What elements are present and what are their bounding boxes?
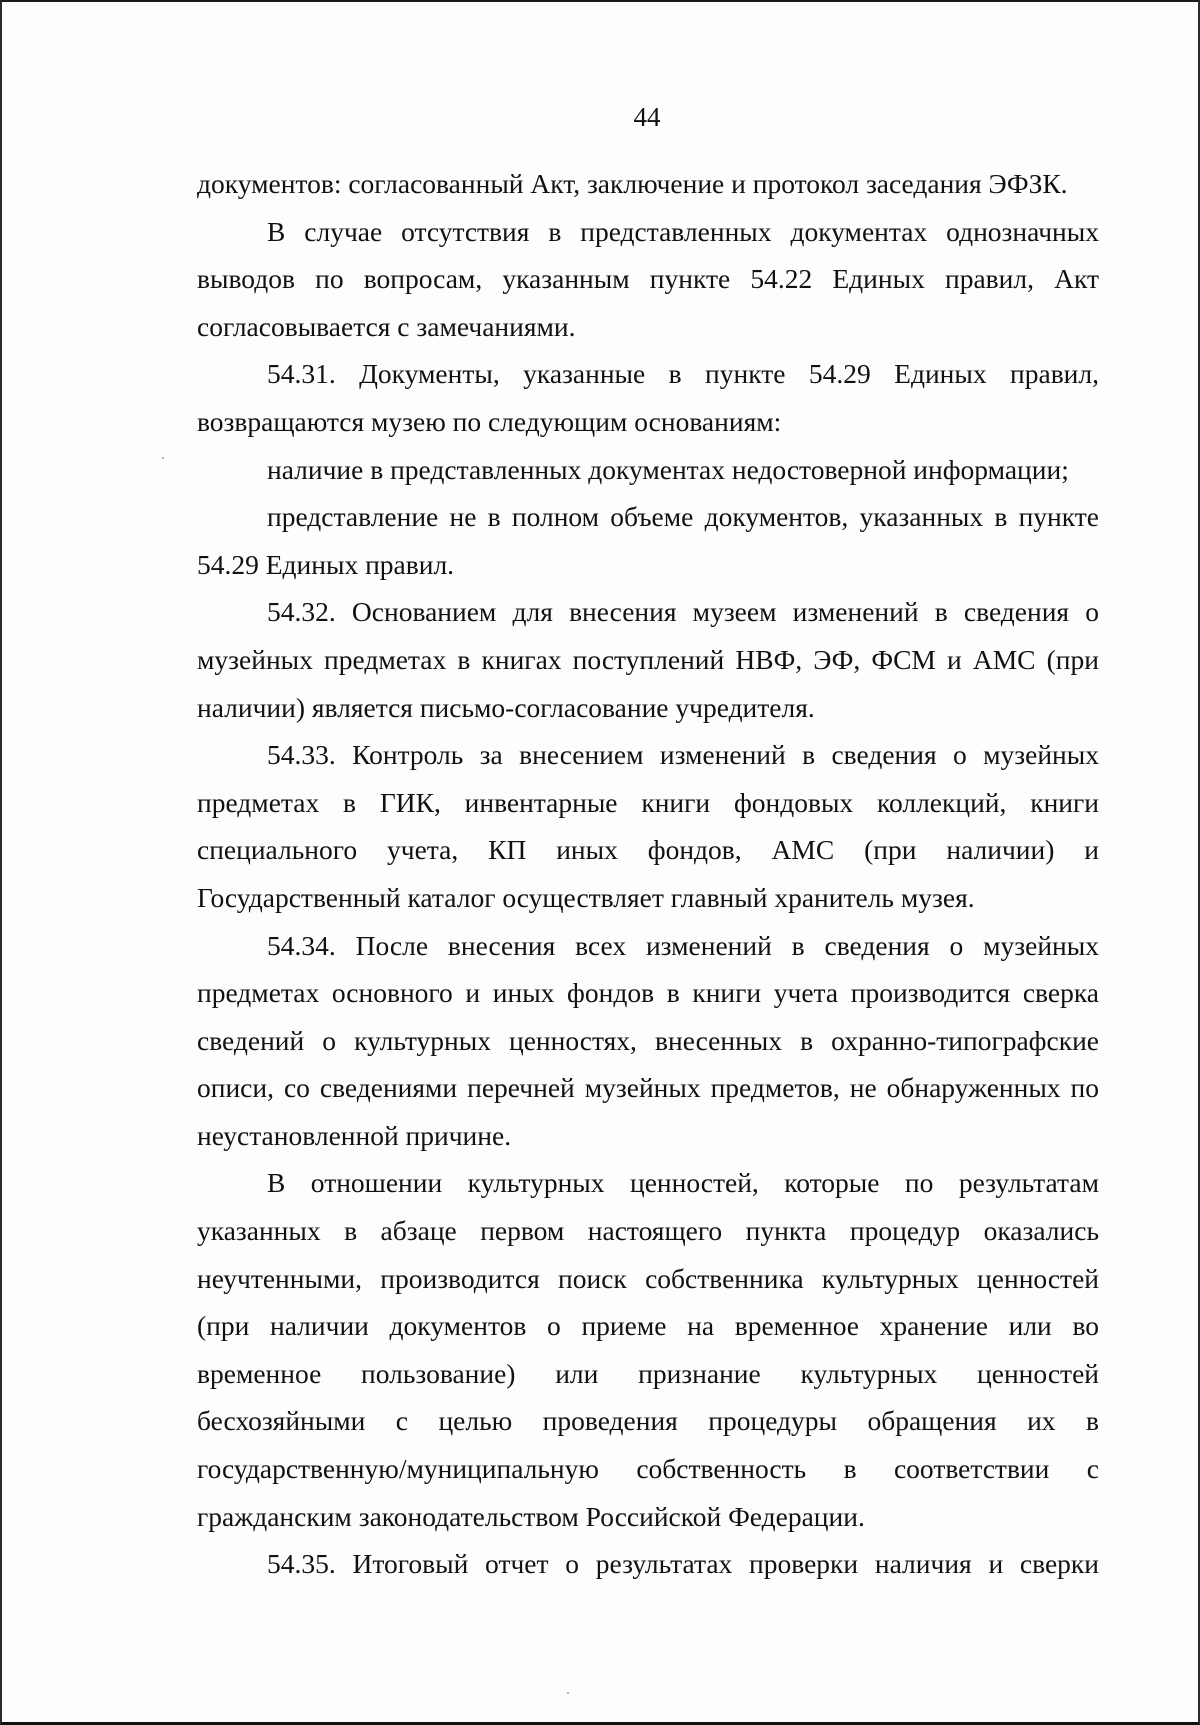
paragraph-9: В отношении культурных ценностей, которые по результатам указанных в абзаце первом настоящего пункта процедур оказались неучтенными, производится поиск собственника культурных ценностей (при наличии документов о приеме на временное хранение или во временное пользование) или признание культурных ценностей бесхозяйными с целью проведения процедуры обращения их в государственную/муниципальную собственность в соответствии с гражданским законодательством Российской Федерации. <box>197 1167 1099 1532</box>
paragraph-7: 54.33. Контроль за внесением изменений в сведения о музейных предметах в ГИК, инвентарные книги фондовых коллекций, книги специального учета, КП иных фондов, АМС (при наличии) и Государственный каталог осуществляет главный хранитель музея. <box>197 739 1099 913</box>
scan-speck <box>567 1692 569 1694</box>
document-body <box>197 160 1099 1588</box>
paragraph-2: В случае отсутствия в представленных документах однозначных выводов по вопросам, указанным пункте 54.22 Единых правил, Акт согласовывается с замечаниями. <box>197 215 1099 342</box>
page-number: 44 <box>633 102 661 132</box>
paragraph-1: документов: согласованный Акт, заключение и протокол заседания ЭФЗК. <box>197 168 1068 199</box>
paragraph-5: представление не в полном объеме документов, указанных в пункте 54.29 Единых правил. <box>197 501 1099 580</box>
scan-speck <box>162 457 164 459</box>
paragraph-6: 54.32. Основанием для внесения музеем изменений в сведения о музейных предметах в книгах поступлений НВФ, ЭФ, ФСМ и АМС (при наличии) является письмо-согласование учредителя. <box>197 596 1099 723</box>
paragraph-8: 54.34. После внесения всех изменений в сведения о музейных предметах основного и иных фондов в книги учета производится сверка сведений о культурных ценностях, внесенных в охранно-типографские описи, со сведениями перечней музейных предметов, не обнаруженных по неустановленной причине. <box>197 929 1099 1151</box>
paragraph-10: 54.35. Итоговый отчет о результатах проверки наличия и сверки <box>267 1548 1099 1580</box>
paragraph-4: наличие в представленных документах недостоверной информации; <box>267 453 1069 485</box>
paragraph-3: 54.31. Документы, указанные в пункте 54.29 Единых правил, возвращаются музею по следующим основаниям: <box>197 358 1099 437</box>
